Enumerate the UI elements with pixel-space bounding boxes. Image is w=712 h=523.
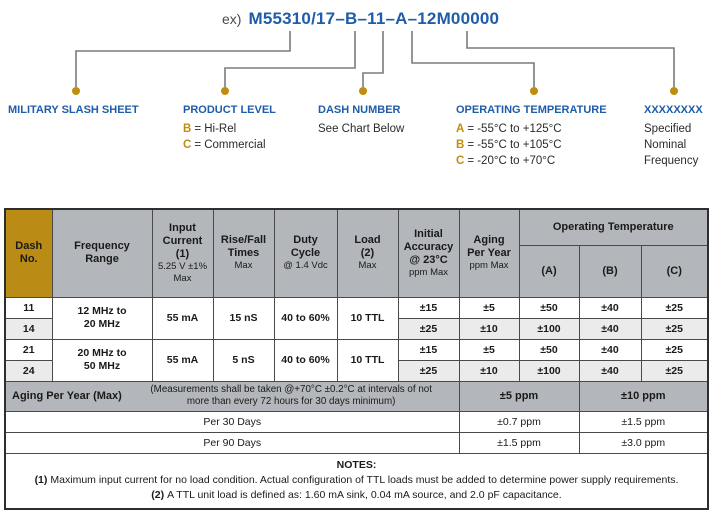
cell-duty-cycle: 40 to 60% — [274, 339, 337, 381]
cell-temp-a: ±100 — [519, 318, 579, 339]
label-operating-temperature — [456, 104, 607, 169]
aging-per-year-header-row — [5, 381, 708, 411]
header-subline: @ 1.4 Vdc — [283, 260, 328, 272]
option-key: C — [456, 155, 465, 167]
header-line: (B) — [602, 264, 618, 277]
header-line: Load — [354, 234, 381, 247]
header-input-current — [152, 209, 213, 297]
cell-temp-b: ±40 — [579, 297, 641, 318]
header-dash-no — [5, 209, 52, 297]
cell-initial-accuracy: ±25 — [398, 318, 459, 339]
aging-col-10ppm: ±10 ppm — [579, 381, 708, 411]
cell-initial-accuracy: ±25 — [398, 360, 459, 381]
per-90-days-value-5ppm: ±1.5 ppm — [459, 432, 579, 453]
header-frequency-range — [52, 209, 152, 297]
connector-line-dash-number — [363, 31, 383, 87]
per-30-days-label: Per 30 Days — [5, 411, 459, 432]
label-title: DASH NUMBER — [318, 104, 401, 116]
aging-title: Aging Per Year (Max) — [12, 390, 122, 402]
label-dash-number — [318, 104, 404, 137]
cell-rise-fall: 5 nS — [213, 339, 274, 381]
header-line: Dash — [15, 240, 43, 253]
option-value: = -20°C to +70°C — [467, 155, 556, 167]
header-line: (1) — [175, 247, 190, 260]
header-subline: ppm Max — [469, 260, 509, 272]
cell-input-current: 55 mA — [152, 339, 213, 381]
cell-temp-b: ±40 — [579, 318, 641, 339]
header-initial-accuracy — [398, 209, 459, 297]
note-line: more than every 72 hours for 30 days minimum) — [186, 396, 396, 407]
cell-temp-a: ±50 — [519, 297, 579, 318]
cell-temp-c: ±25 — [641, 297, 708, 318]
header-line: Per Year — [467, 247, 511, 260]
cell-aging: ±5 — [459, 339, 519, 360]
label-title: XXXXXXXX — [644, 104, 703, 116]
label-line — [456, 137, 607, 153]
note-text: Maximum input current for no load condition. Actual configuration of TTL loads must be added to determine power supply requirements. — [50, 474, 679, 487]
table-row-dash-11 — [5, 297, 708, 318]
cell-line: 20 MHz to — [77, 347, 127, 359]
header-line: Input — [169, 221, 196, 234]
cell-temp-c: ±25 — [641, 339, 708, 360]
header-line: Current — [162, 234, 203, 247]
header-line: Times — [227, 247, 260, 260]
cell-temp-c: ±25 — [641, 360, 708, 381]
header-line: (2) — [360, 247, 375, 260]
header-line: Cycle — [290, 247, 321, 260]
note-number: (1) — [34, 474, 48, 487]
spec-table-section — [4, 208, 708, 510]
header-row-group — [5, 209, 708, 245]
per-30-days-value-10ppm: ±1.5 ppm — [579, 411, 708, 432]
spec-table — [4, 208, 709, 510]
connector-dot-icon — [72, 87, 80, 95]
cell-dash-no: 24 — [5, 360, 52, 381]
header-line: Accuracy — [403, 240, 454, 253]
label-nominal-frequency — [644, 104, 703, 169]
connector-dot-icon — [221, 87, 229, 95]
table-row-per-90-days — [5, 432, 708, 453]
note-number: (2) — [151, 489, 165, 502]
label-line: Frequency — [644, 155, 699, 167]
cell-rise-fall: 15 nS — [213, 297, 274, 339]
header-line: (A) — [541, 264, 557, 277]
notes-title: NOTES: — [336, 459, 377, 472]
header-temp-c — [641, 245, 708, 297]
header-subline: Max — [358, 260, 377, 272]
header-line: Frequency — [74, 240, 130, 253]
header-operating-temperature-group — [519, 209, 708, 245]
cell-frequency-range — [52, 339, 152, 381]
notes-cell — [5, 453, 708, 509]
header-line: Duty — [293, 234, 318, 247]
note-text: A TTL unit load is defined as: 1.60 mA sink, 0.04 mA source, and 2.0 pF capacitance. — [167, 489, 562, 502]
header-line: (C) — [666, 264, 682, 277]
header-subline: 5.25 V ±1% — [157, 260, 208, 272]
option-value: = -55°C to +105°C — [467, 139, 562, 151]
label-line: Nominal — [644, 139, 687, 151]
aging-measurement-note — [126, 384, 457, 408]
label-product-level — [183, 104, 276, 153]
cell-temp-a: ±100 — [519, 360, 579, 381]
example-prefix: ex) — [222, 11, 242, 27]
connector-line-military-slash-sheet — [76, 31, 290, 87]
part-number-diagram — [0, 0, 712, 205]
header-line: Operating Temperature — [552, 220, 674, 233]
header-line: Initial — [414, 227, 443, 240]
cell-line: 12 MHz to — [77, 305, 127, 317]
label-title: PRODUCT LEVEL — [183, 104, 276, 116]
cell-duty-cycle: 40 to 60% — [274, 297, 337, 339]
label-title: OPERATING TEMPERATURE — [456, 104, 607, 116]
note-item-1 — [8, 473, 705, 488]
option-key: A — [456, 123, 465, 135]
cell-temp-a: ±50 — [519, 339, 579, 360]
header-subline: ppm Max — [408, 266, 449, 278]
header-aging-per-year — [459, 209, 519, 297]
aging-col-5ppm: ±5 ppm — [459, 381, 579, 411]
table-row-per-30-days — [5, 411, 708, 432]
note-line: (Measurements shall be taken @+70°C ±0.2°C at intervals of not — [150, 384, 432, 395]
connector-dot-icon — [359, 87, 367, 95]
cell-frequency-range — [52, 297, 152, 339]
option-value: = Commercial — [194, 139, 266, 151]
cell-initial-accuracy: ±15 — [398, 297, 459, 318]
connector-lines — [0, 0, 712, 205]
option-value: = -55°C to +125°C — [467, 123, 562, 135]
connector-dot-icon — [530, 87, 538, 95]
header-subline: Max — [173, 272, 192, 284]
note-item-2 — [8, 488, 705, 503]
cell-load: 10 TTL — [337, 339, 398, 381]
cell-aging: ±5 — [459, 297, 519, 318]
connector-line-frequency — [467, 31, 674, 87]
per-90-days-value-10ppm: ±3.0 ppm — [579, 432, 708, 453]
label-line — [183, 121, 276, 137]
cell-temp-b: ±40 — [579, 360, 641, 381]
label-line — [456, 153, 607, 169]
cell-dash-no: 11 — [5, 297, 52, 318]
label-title: MILITARY SLASH SHEET — [8, 104, 139, 116]
cell-temp-b: ±40 — [579, 339, 641, 360]
label-line: See Chart Below — [318, 123, 405, 135]
option-key: C — [183, 139, 192, 151]
header-subline: Max — [234, 260, 253, 272]
header-line: @ 23°C — [409, 253, 448, 266]
header-line: Aging — [473, 234, 505, 247]
header-line: Rise/Fall — [220, 234, 267, 247]
cell-load: 10 TTL — [337, 297, 398, 339]
part-number-example — [222, 9, 499, 29]
label-line — [456, 121, 607, 137]
header-temp-a — [519, 245, 579, 297]
cell-aging: ±10 — [459, 318, 519, 339]
header-line: Range — [85, 253, 119, 266]
option-key: B — [183, 123, 192, 135]
aging-per-year-label-cell — [5, 381, 459, 411]
cell-initial-accuracy: ±15 — [398, 339, 459, 360]
option-value: = Hi-Rel — [194, 123, 237, 135]
option-key: B — [456, 139, 465, 151]
part-number: M55310/17–B–11–A–12M00000 — [248, 9, 500, 28]
cell-aging: ±10 — [459, 360, 519, 381]
header-line: No. — [19, 253, 38, 266]
notes-row — [5, 453, 708, 509]
header-rise-fall-times — [213, 209, 274, 297]
label-line — [183, 137, 276, 153]
cell-dash-no: 21 — [5, 339, 52, 360]
header-temp-b — [579, 245, 641, 297]
per-30-days-value-5ppm: ±0.7 ppm — [459, 411, 579, 432]
cell-temp-c: ±25 — [641, 318, 708, 339]
connector-line-operating-temperature — [412, 31, 534, 87]
table-row-dash-21 — [5, 339, 708, 360]
per-90-days-label: Per 90 Days — [5, 432, 459, 453]
header-duty-cycle — [274, 209, 337, 297]
cell-input-current: 55 mA — [152, 297, 213, 339]
label-military-slash-sheet — [8, 104, 139, 121]
cell-dash-no: 14 — [5, 318, 52, 339]
label-line: Specified — [644, 123, 692, 135]
connector-dot-icon — [670, 87, 678, 95]
cell-line: 50 MHz — [83, 360, 121, 372]
header-load — [337, 209, 398, 297]
cell-line: 20 MHz — [83, 318, 121, 330]
